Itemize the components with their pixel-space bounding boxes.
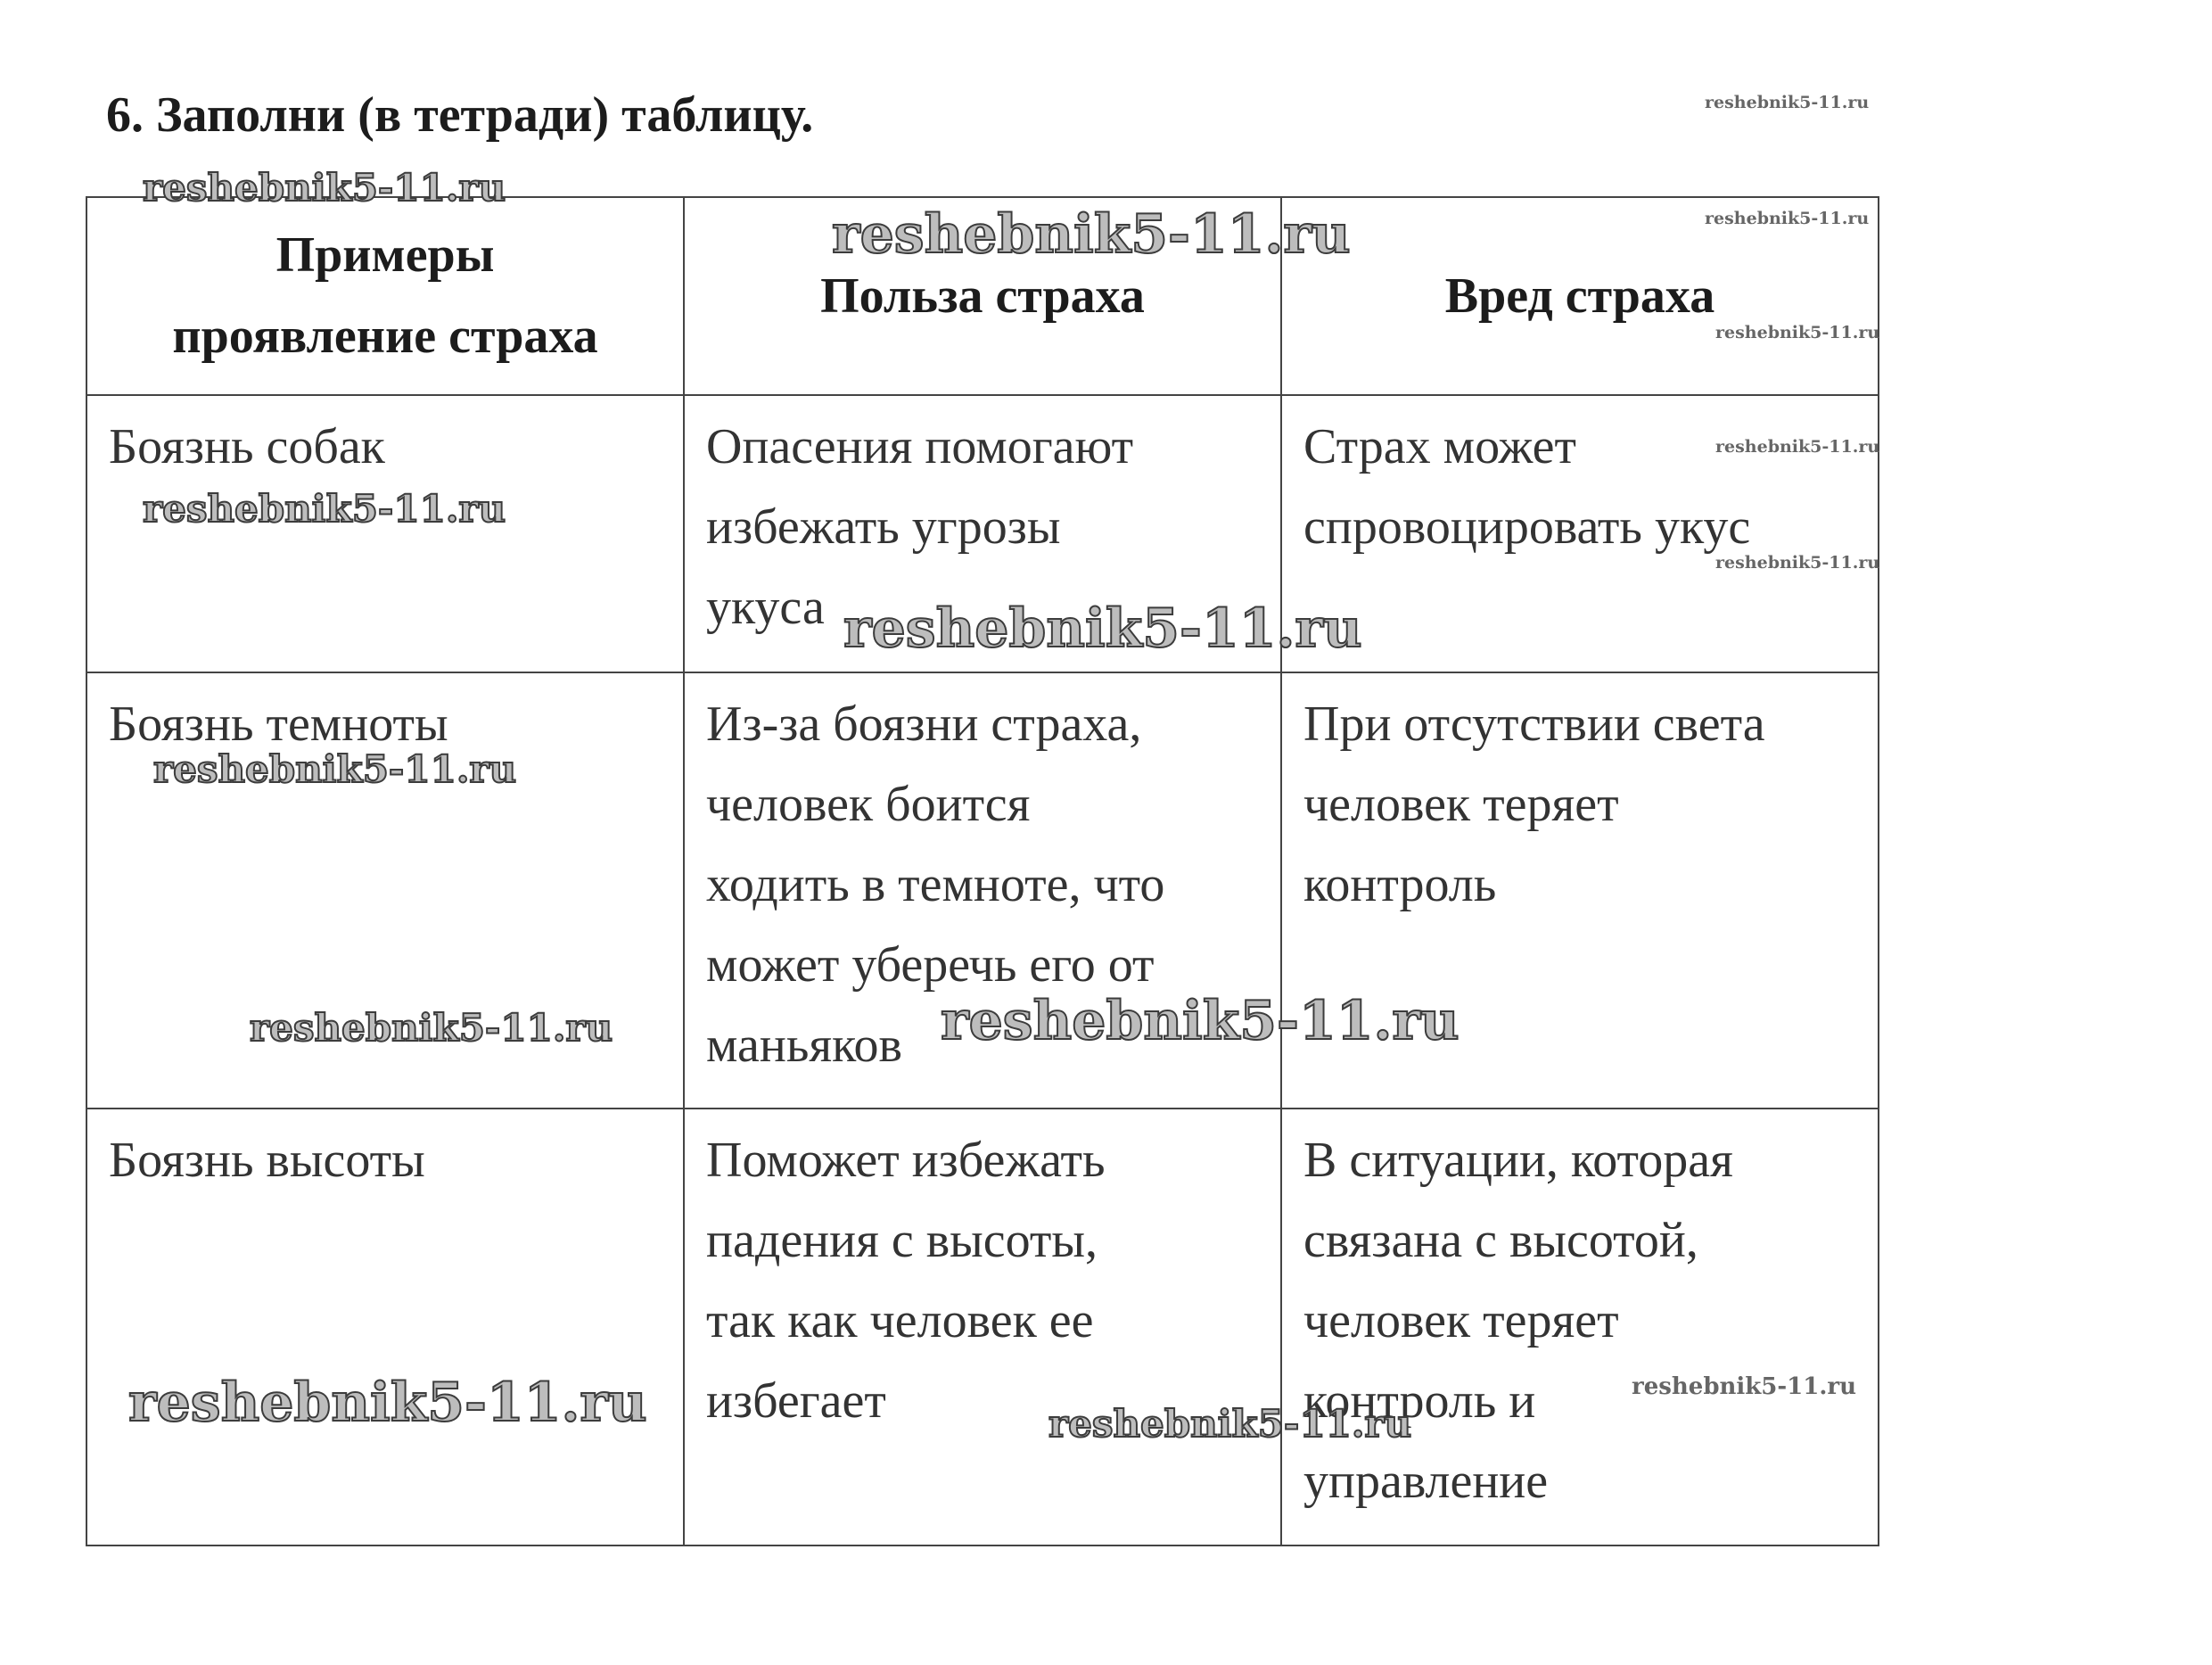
table-row [86,395,1879,672]
cell-harm [1281,1109,1879,1545]
watermark: reshebnik5-11.ru [941,990,1460,1052]
cell-harm-text: В ситуации, которая связана с высотой, человек теряет контроль и управление [1303,1133,1733,1509]
fear-table [86,196,1879,1546]
table-row [86,1109,1879,1545]
cell-example-text: Боязнь собак [109,419,385,474]
watermark: reshebnik5-11.ru [153,747,517,791]
header-harm-label: Вред страха [1444,268,1715,324]
cell-benefit [684,672,1281,1109]
task-heading: 6. Заполни (в тетради) таблицу. [106,87,814,143]
watermark: reshebnik5-11.ru [1715,553,1880,573]
table-header-row [86,197,1879,395]
watermark: reshebnik5-11.ru [1705,209,1870,228]
watermark: reshebnik5-11.ru [1715,323,1880,342]
watermark: reshebnik5-11.ru [832,203,1351,266]
cell-example [86,672,684,1109]
cell-example-text: Боязнь темноты [109,696,448,752]
header-harm [1281,197,1879,395]
watermark: reshebnik5-11.ru [1705,93,1870,112]
cell-harm [1281,395,1879,672]
header-benefit [684,197,1281,395]
cell-benefit-text: Из-за боязни страха, человек боится ходить в темноте, что может уберечь его от маньяков [706,696,1165,1073]
header-examples-label: Примеры проявление страха [172,227,598,364]
watermark: reshebnik5-11.ru [1632,1373,1857,1400]
cell-example [86,395,684,672]
cell-benefit-text: Поможет избежать падения с высоты, так как человек ее избегает [706,1133,1106,1429]
watermark: reshebnik5-11.ru [1048,1402,1412,1446]
cell-harm-text: Страх может спровоцировать укус [1303,419,1751,555]
cell-benefit [684,395,1281,672]
cell-benefit-text: Опасения помогают избежать угрозы укуса [706,419,1134,635]
watermark: reshebnik5-11.ru [1715,437,1880,457]
watermark: reshebnik5-11.ru [128,1372,647,1434]
cell-harm-text: При отсутствии света человек теряет контроль [1303,696,1765,912]
watermark: reshebnik5-11.ru [143,487,506,531]
watermark: reshebnik5-11.ru [143,166,506,210]
cell-benefit [684,1109,1281,1545]
header-examples [86,197,684,395]
table-row [86,672,1879,1109]
watermark: reshebnik5-11.ru [843,598,1362,660]
cell-example [86,1109,684,1545]
header-benefit-label: Польза страха [820,268,1145,324]
cell-example-text: Боязнь высоты [109,1133,425,1188]
watermark: reshebnik5-11.ru [250,1006,613,1050]
cell-harm [1281,672,1879,1109]
